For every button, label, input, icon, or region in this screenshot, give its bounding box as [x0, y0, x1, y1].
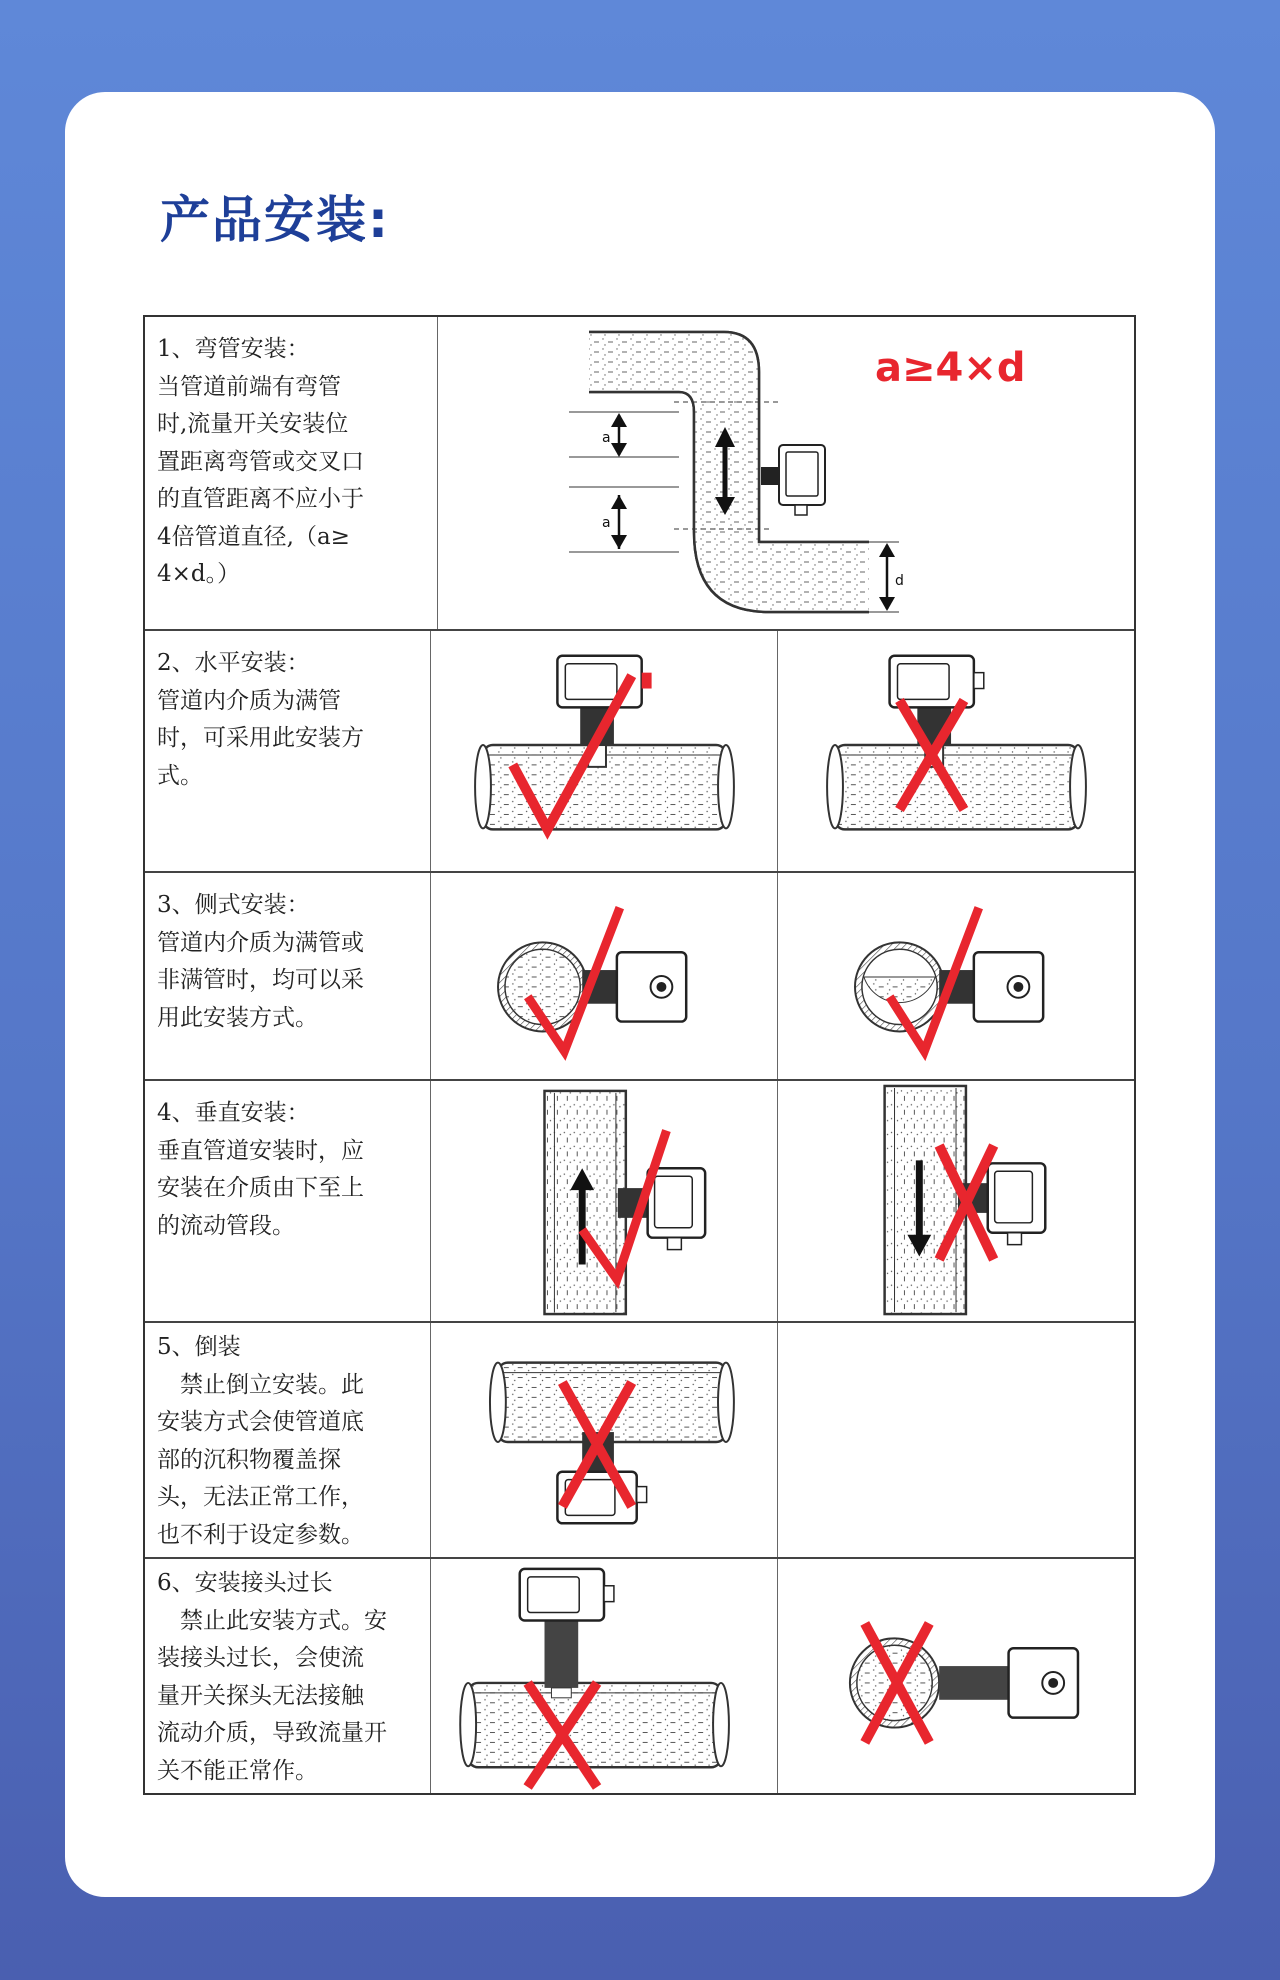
section-body: 管道内介质为满管或 非满管时，均可以采 用此安装方式。 — [157, 929, 364, 1031]
section-heading: 4、垂直安装： — [157, 1100, 310, 1126]
section-body: 当管道前端有弯管 时,流量开关安装位 置距离弯管或交叉口 的直管距离不应小于 4倍管道直径,（a≥ 4×d。） — [157, 373, 364, 587]
section-text — [157, 1329, 417, 1554]
column-divider — [777, 1323, 778, 1557]
section-text — [157, 1095, 417, 1245]
elbow-pipe-diagram — [439, 317, 1136, 629]
section-text — [157, 1565, 417, 1790]
section-heading: 2、水平安装： — [157, 650, 310, 676]
column-divider — [777, 873, 778, 1079]
section-heading: 3、侧式安装： — [157, 892, 310, 918]
column-divider — [430, 631, 431, 871]
horizontal-install-wrong — [779, 631, 1136, 871]
column-divider — [430, 1559, 431, 1793]
section-row-2 — [145, 629, 1134, 871]
section-text — [157, 331, 417, 594]
section-row-5 — [145, 1321, 1134, 1557]
long-side-connector-wrong — [779, 1559, 1136, 1793]
dim-label-a: a — [602, 430, 611, 446]
dim-label-a: a — [602, 515, 611, 531]
section-row-6 — [145, 1557, 1134, 1793]
horizontal-install-correct — [432, 631, 776, 871]
vertical-install-upward-flow — [432, 1081, 776, 1321]
section-heading: 1、弯管安装： — [157, 336, 310, 362]
page-title: 产品安装: — [160, 191, 390, 249]
column-divider — [777, 1081, 778, 1321]
column-divider — [430, 1323, 431, 1557]
vertical-install-downward-flow — [779, 1081, 1136, 1321]
dim-label-d: d — [895, 573, 904, 589]
inverted-install-wrong — [432, 1323, 776, 1557]
section-heading: 5、倒装 — [157, 1334, 241, 1360]
section-row-3 — [145, 871, 1134, 1079]
long-connector-wrong — [432, 1559, 776, 1793]
column-divider — [777, 631, 778, 871]
side-install-partial-pipe — [779, 873, 1136, 1079]
installation-table — [143, 315, 1136, 1795]
side-install-full-pipe — [432, 873, 776, 1079]
section-row-4 — [145, 1079, 1134, 1321]
column-divider — [777, 1559, 778, 1793]
distance-formula: a≥4×d — [875, 345, 1026, 391]
section-body: 禁止此安装方式。安 装接头过长，会使流 量开关探头无法接触 流动介质，导致流量开 关不能正常作。 — [157, 1607, 387, 1784]
section-heading: 6、安装接头过长 — [157, 1570, 333, 1596]
section-text — [157, 645, 417, 795]
section-body: 管道内介质为满管 时，可采用此安装方 式。 — [157, 687, 364, 789]
section-body: 禁止倒立安装。此 安装方式会使管道底 部的沉积物覆盖探 头，无法正常工作， 也不利于设定参数。 — [157, 1371, 364, 1548]
column-divider — [437, 317, 438, 629]
section-text — [157, 887, 417, 1037]
column-divider — [430, 1081, 431, 1321]
column-divider — [430, 873, 431, 1079]
section-body: 垂直管道安装时，应 安装在介质由下至上 的流动管段。 — [157, 1137, 364, 1239]
